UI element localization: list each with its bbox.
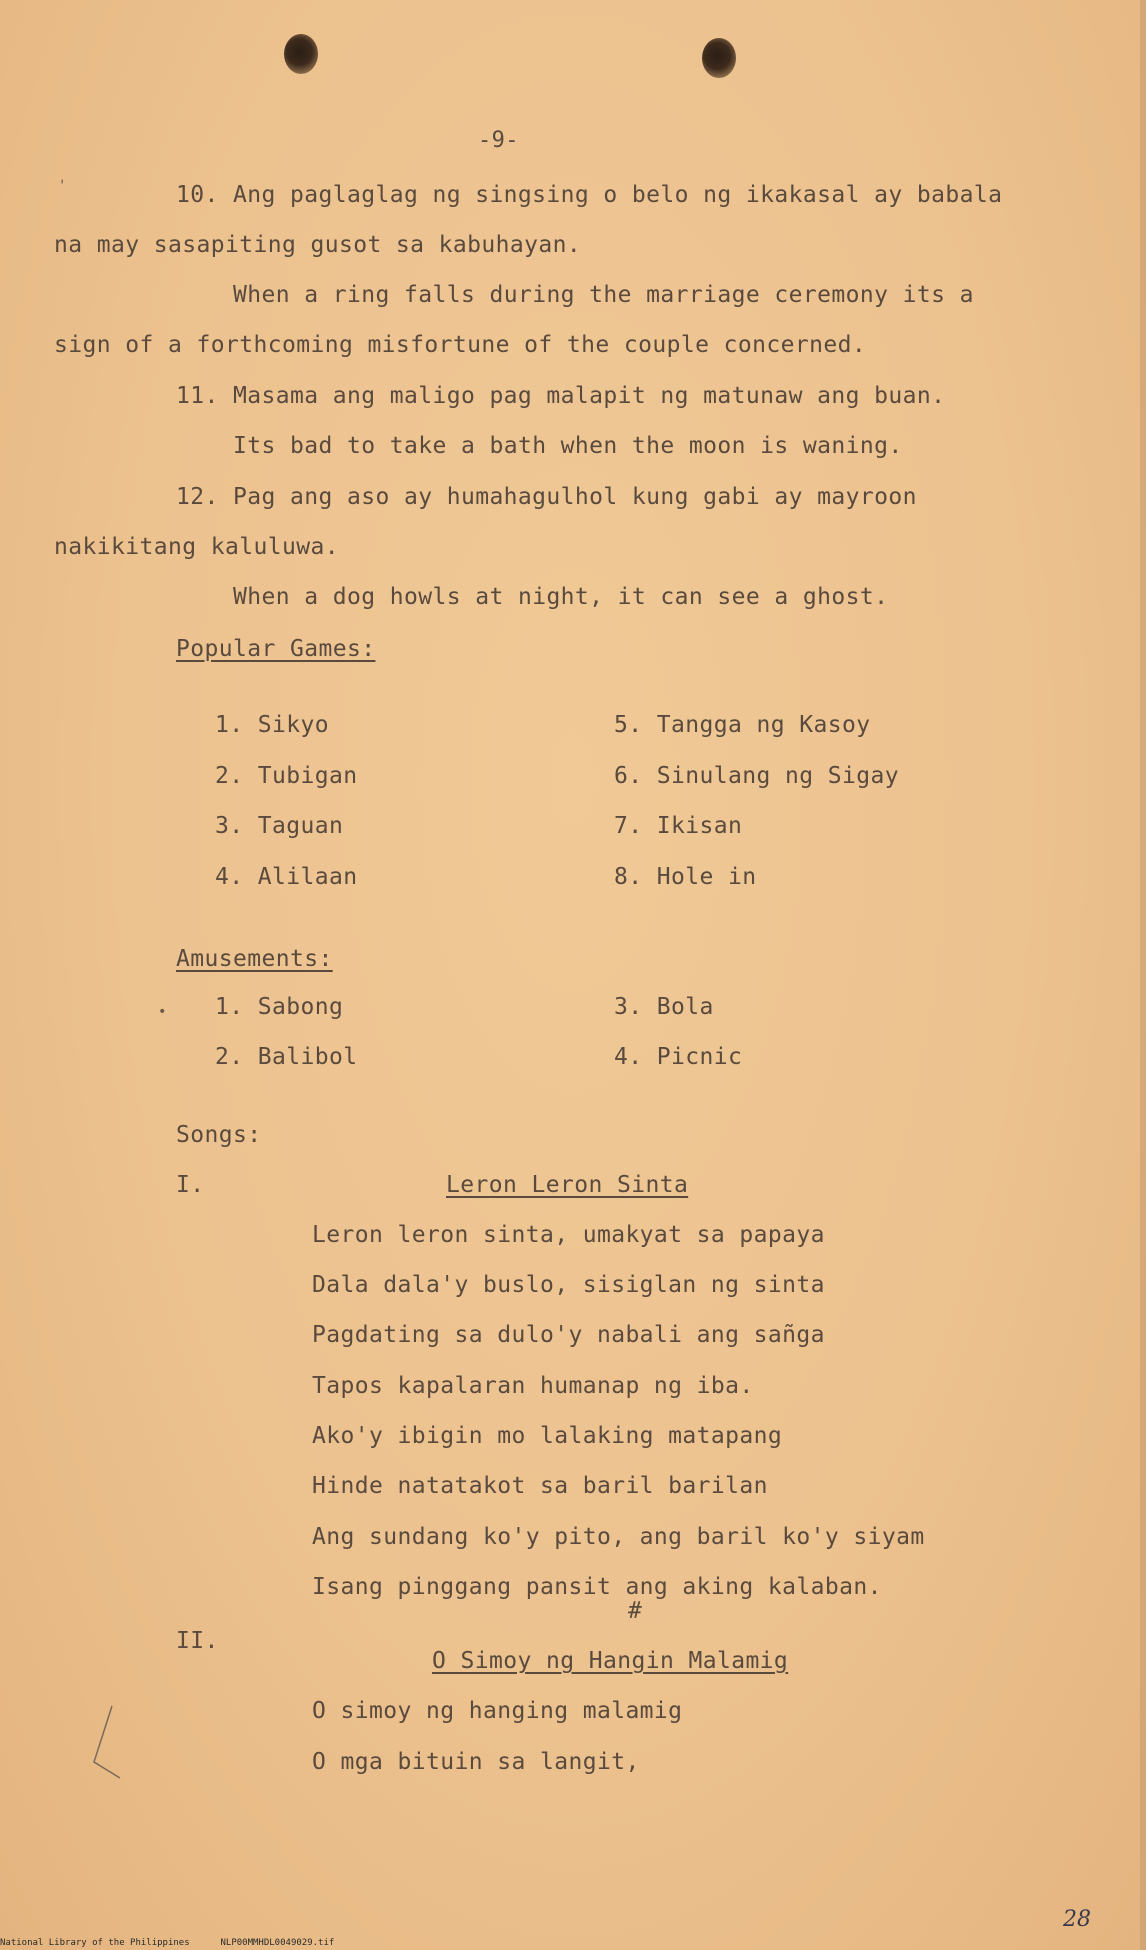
superstition-12-tagalog-line-2: nakikitang kaluluwa. [54,534,339,560]
footer-credit: National Library of the Philippines [0,1938,190,1948]
song-1-line: Isang pinggang pansit ang aking kalaban. [312,1574,882,1600]
song-1-line: Hinde natatakot sa baril barilan [312,1473,768,1499]
song-1-line: Dala dala'y buslo, sisiglan ng sinta [312,1272,825,1298]
song-2-line: O mga bituin sa langit, [312,1749,640,1775]
song-2-numeral: II. [176,1628,219,1654]
song-1-line: Tapos kapalaran humanap ng iba. [312,1373,754,1399]
punch-hole-right [702,38,736,78]
song-1-line: Leron leron sinta, umakyat sa papaya [312,1222,825,1248]
amusement-item: 4. Picnic [614,1044,743,1070]
song-1-line: Pagdating sa dulo'y nabali ang sañga [312,1322,825,1348]
game-item: 1. Sikyo [215,712,329,738]
margin-pencil-mark [80,1700,150,1800]
game-item: 8. Hole in [614,864,757,890]
scan-footer [0,1938,334,1948]
amusements-heading: Amusements: [176,946,333,972]
amusement-item: 1. Sabong [215,994,344,1020]
superstition-10-english-line-1: When a ring falls during the marriage ceremony its a [233,282,974,308]
superstition-12-tagalog-line-1: 12. Pag ang aso ay humahagulhol kung gabi ay mayroon [176,484,917,510]
superstition-10-tagalog-line-1: 10. Ang paglaglag ng singsing o belo ng ikakasal ay babala [176,182,1003,208]
folio-number: 28 [1063,1907,1091,1932]
superstition-11-tagalog-line-1: 11. Masama ang maligo pag malapit ng matunaw ang buan. [176,383,946,409]
song-1-end-mark: # [628,1598,643,1624]
superstition-11-english-line-1: Its bad to take a bath when the moon is waning. [233,433,903,459]
songs-heading: Songs: [176,1122,262,1148]
game-item: 3. Taguan [215,813,344,839]
margin-tick: ' [58,178,67,194]
superstition-10-tagalog-line-2: na may sasapiting gusot sa kabuhayan. [54,232,582,258]
game-item: 2. Tubigan [215,763,358,789]
song-1-line: Ako'y ibigin mo lalaking matapang [312,1423,783,1449]
amusement-item: 3. Bola [614,994,714,1020]
game-item: 6. Sinulang ng Sigay [614,763,899,789]
game-item: 4. Alilaan [215,864,358,890]
game-item: 7. Ikisan [614,813,743,839]
superstition-12-english-line-1: When a dog howls at night, it can see a ghost. [233,584,889,610]
song-1-line: Ang sundang ko'y pito, ang baril ko'y siyam [312,1524,925,1550]
song-1-numeral: I. [176,1172,205,1198]
superstition-10-english-line-2: sign of a forthcoming misfortune of the couple concerned. [54,332,867,358]
amusement-item: 2. Balibol [215,1044,358,1070]
stray-dot: • [158,1004,167,1020]
song-2-title: O Simoy ng Hangin Malamig [432,1648,789,1674]
games-heading: Popular Games: [176,636,376,662]
page-number: -9- [478,128,519,153]
footer-file: NLP00MMHDL0049029.tif [220,1938,335,1948]
page-edge-shadow [1140,0,1146,1950]
song-2-line: O simoy ng hanging malamig [312,1698,683,1724]
punch-hole-left [284,34,318,74]
game-item: 5. Tangga ng Kasoy [614,712,871,738]
song-1-title: Leron Leron Sinta [446,1172,689,1198]
